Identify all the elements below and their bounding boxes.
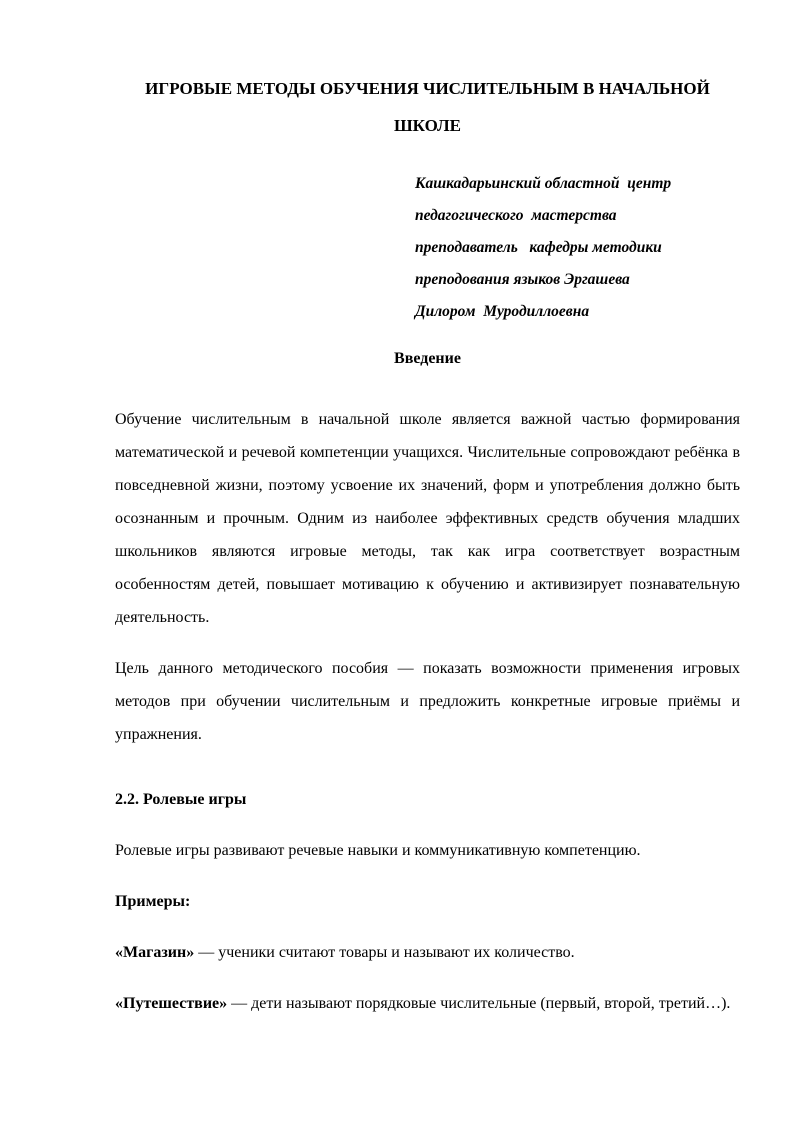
author-line: преподаватель кафедры методики xyxy=(415,239,662,256)
example-description: — ученики считают товары и называют их количество. xyxy=(194,944,575,961)
example-term: «Магазин» xyxy=(115,944,195,961)
examples-label: Примеры: xyxy=(115,893,191,910)
intro-paragraph: Цель данного методического пособия — показать возможности применения игровых методов при обучении числительным и предложить конкретные игровые приёмы и упражнения. xyxy=(115,660,740,743)
author-line: Дилором Муродиллоевна xyxy=(415,303,590,320)
example-item xyxy=(115,987,740,1020)
example-item xyxy=(115,936,740,969)
document-title: ИГРОВЫЕ МЕТОДЫ ОБУЧЕНИЯ ЧИСЛИТЕЛЬНЫМ В НАЧАЛЬНОЙ ШКОЛЕ xyxy=(145,79,710,135)
section-paragraph: Ролевые игры развивают речевые навыки и коммуникативную компетенцию. xyxy=(115,842,641,859)
author-line: педагогического мастерства xyxy=(415,207,617,224)
author-block xyxy=(415,168,740,328)
intro-paragraph: Обучение числительным в начальной школе является важной частью формирования математической и речевой компетенции учащихся. Числительные сопровождают ребёнка в повседневной жизни, поэтому усвоение их значений, форм и употребления должно быть осознанным и прочным. Одним из наиболее эффективных средств обучения младших школьников являются игровые методы, так как игра соответствует возрастным особенностям детей, повышает мотивацию к обучению и активизирует познавательную деятельность. xyxy=(115,411,740,626)
author-line: преподования языков Эргашева xyxy=(415,271,630,288)
section-heading: 2.2. Ролевые игры xyxy=(115,791,247,808)
author-line: Кашкадарьинский областной центр xyxy=(415,175,672,192)
example-term: «Путешествие» xyxy=(115,995,228,1012)
intro-heading: Введение xyxy=(394,350,461,367)
example-description: — дети называют порядковые числительные (первый, второй, третий…). xyxy=(227,995,731,1012)
